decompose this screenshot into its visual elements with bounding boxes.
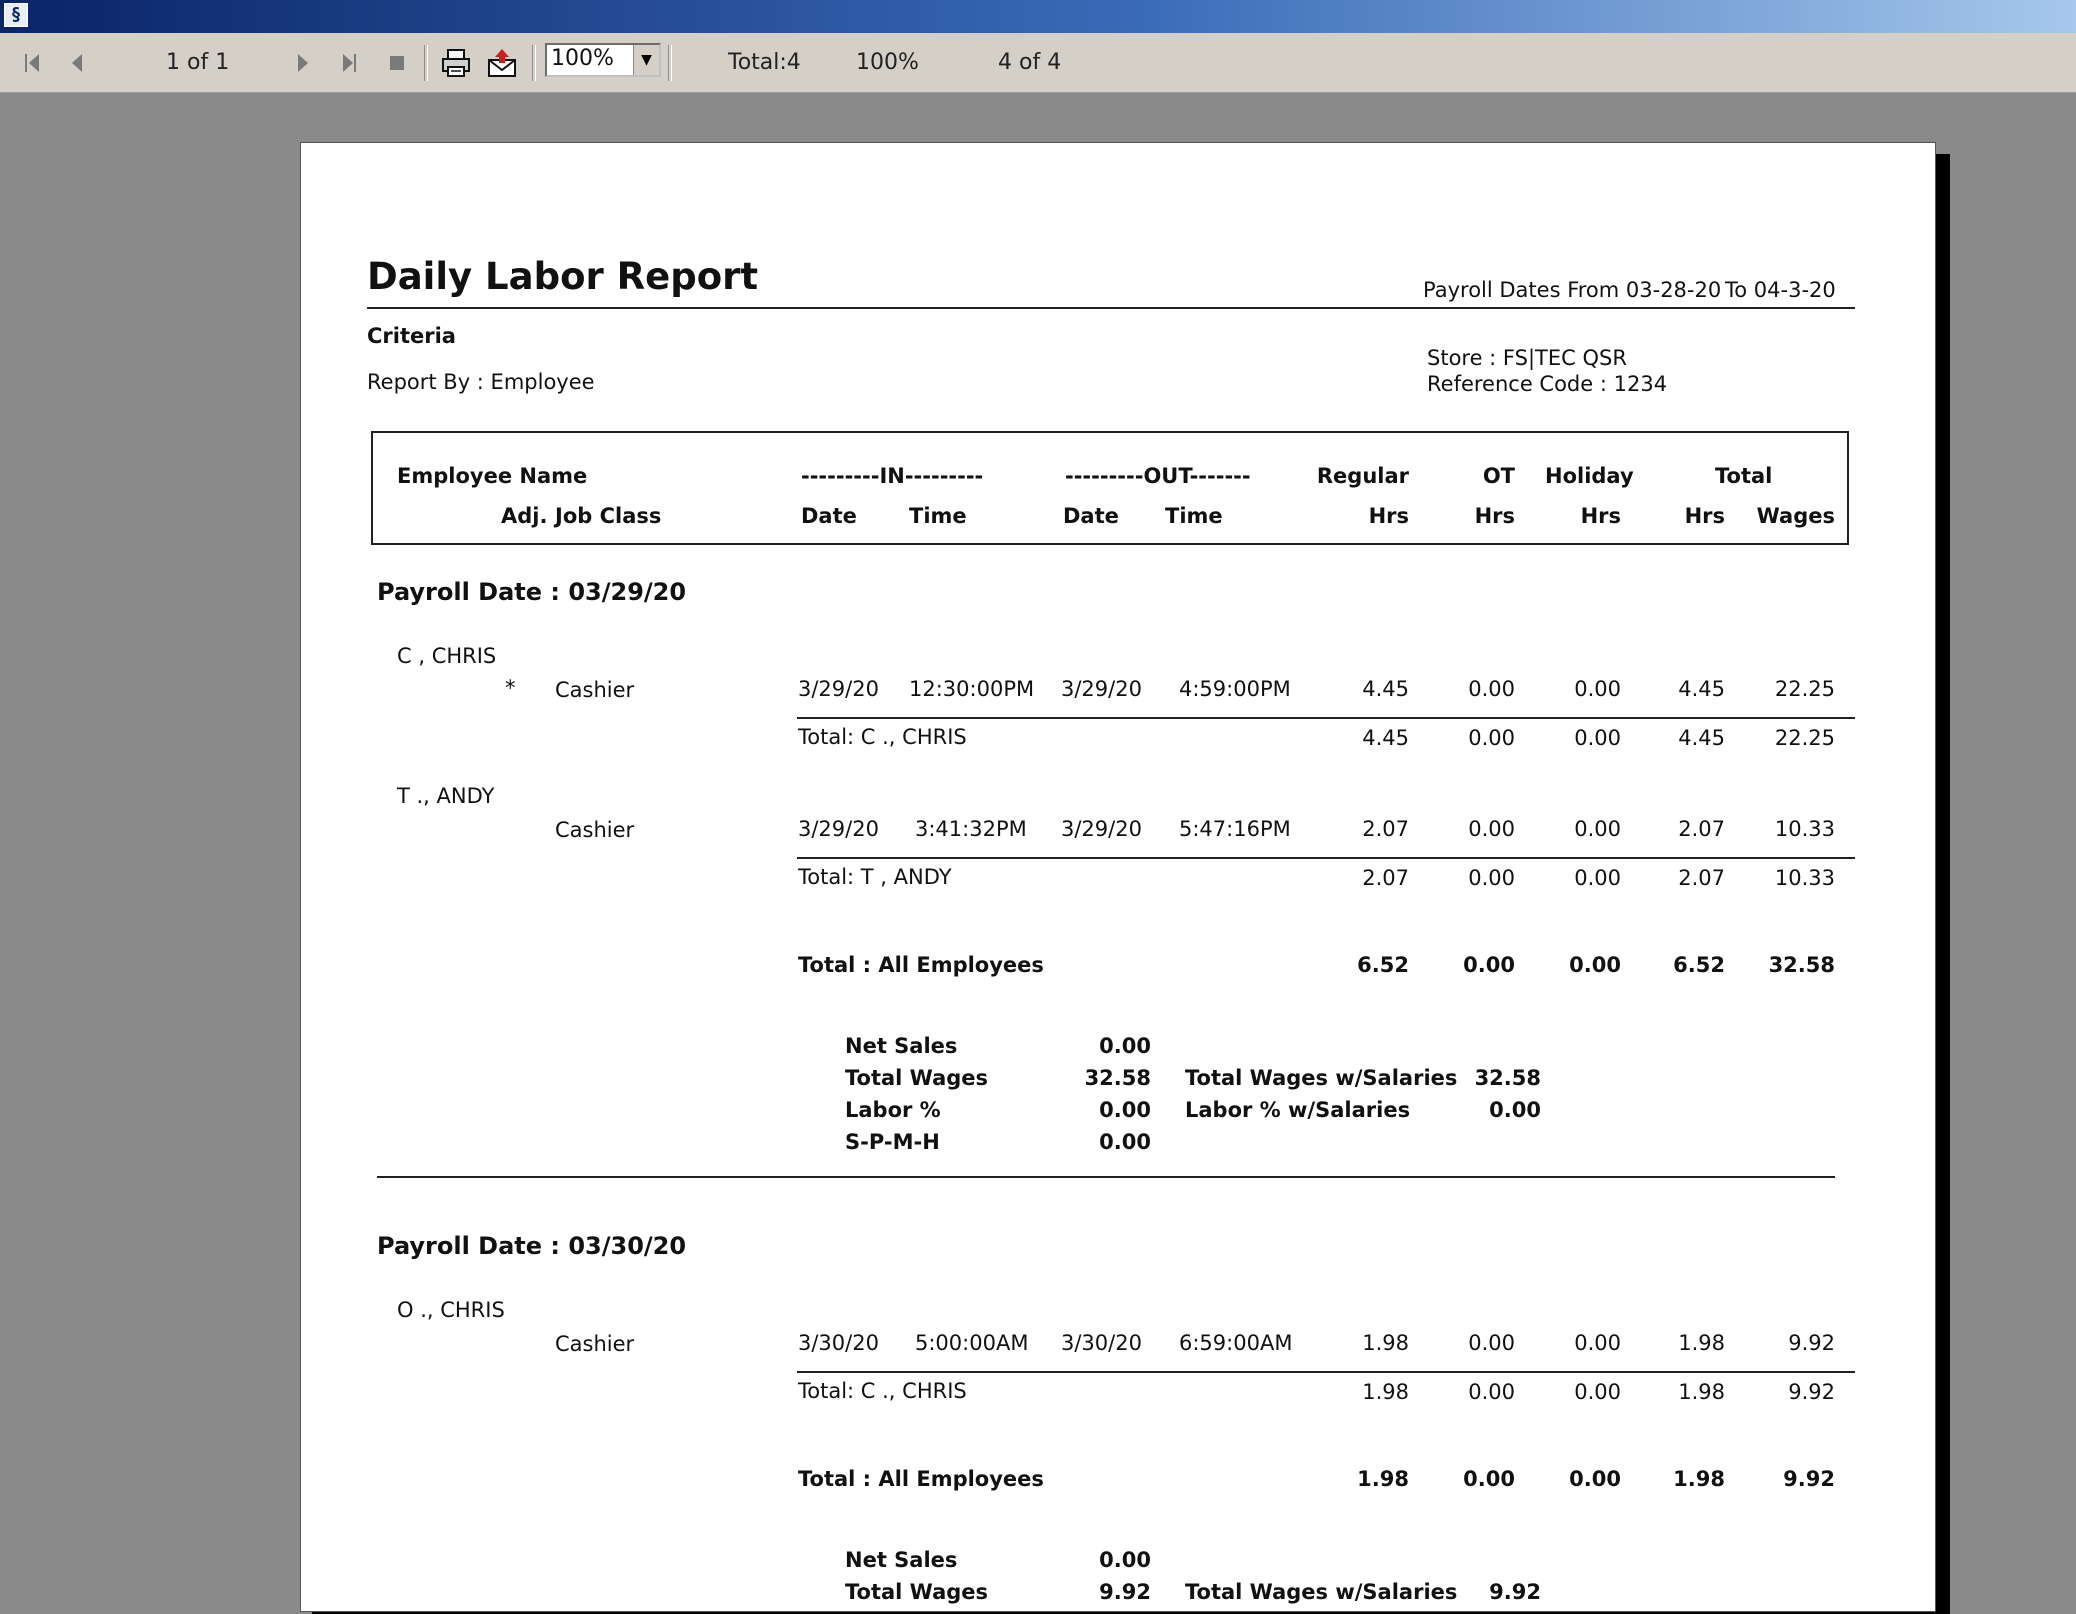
col-total-hrs: Hrs: [1684, 504, 1725, 528]
ot-hrs: 0.00: [1468, 1331, 1515, 1355]
col-in-time: Time: [909, 504, 967, 528]
total-wages-value: 9.92: [1099, 1580, 1151, 1604]
total-records: Total:4: [728, 50, 801, 75]
col-job-class: Job Class: [555, 504, 662, 528]
all-holiday: 0.00: [1569, 1467, 1621, 1491]
report-toolbar: [0, 33, 2076, 93]
regular-hrs: 1.98: [1362, 1331, 1409, 1355]
all-employees-total-label: Total : All Employees: [798, 1467, 1044, 1491]
spmh-value: 0.00: [1099, 1130, 1151, 1154]
record-counter: 4 of 4: [998, 50, 1062, 75]
holiday-hrs: 0.00: [1574, 1331, 1621, 1355]
employee-subtotal-rule: [797, 717, 1855, 719]
total-hrs: 4.45: [1678, 677, 1725, 701]
subtotal-wages: 9.92: [1788, 1380, 1835, 1404]
col-out-group: ---------OUT-------: [1065, 464, 1251, 488]
col-regular: Regular: [1316, 464, 1409, 488]
subtotal-ot: 0.00: [1468, 866, 1515, 890]
labor-salaries-value: 0.00: [1489, 1098, 1541, 1122]
subtotal-holiday: 0.00: [1574, 1380, 1621, 1404]
in-time: 12:30:00PM: [909, 677, 1035, 701]
all-ot: 0.00: [1463, 953, 1515, 977]
wages-salaries-label: Total Wages w/Salaries: [1185, 1580, 1458, 1604]
toolbar-separator: [532, 45, 536, 81]
all-regular: 1.98: [1357, 1467, 1409, 1491]
total-hrs: 1.98: [1678, 1331, 1725, 1355]
subtotal-regular: 2.07: [1362, 866, 1409, 890]
job-class: Cashier: [555, 1332, 635, 1356]
toolbar-separator: [668, 45, 672, 81]
app-icon[interactable]: §: [4, 3, 28, 27]
zoom-select[interactable]: [545, 43, 661, 77]
holiday-hrs: 0.00: [1574, 817, 1621, 841]
report-page: [300, 142, 1936, 1612]
payroll-date-heading: Payroll Date : 03/29/20: [377, 578, 687, 606]
all-hrs: 1.98: [1673, 1467, 1725, 1491]
subtotal-holiday: 0.00: [1574, 726, 1621, 750]
payroll-dates-to: To 04-3-20: [1725, 278, 1836, 302]
subtotal-ot: 0.00: [1468, 1380, 1515, 1404]
window-title-bar: [0, 0, 2076, 33]
col-in-group: ---------IN---------: [801, 464, 984, 488]
col-employee-name: Employee Name: [397, 464, 588, 488]
print-icon[interactable]: [438, 33, 474, 93]
adj-marker: *: [505, 676, 516, 700]
out-time: 4:59:00PM: [1179, 677, 1291, 701]
store: Store : FS|TEC QSR: [1427, 346, 1627, 370]
chevron-down-icon[interactable]: ▼: [633, 45, 659, 75]
labor-salaries-label: Labor % w/Salaries: [1185, 1098, 1411, 1122]
total-wages-value: 32.58: [1084, 1066, 1151, 1090]
in-date: 3/29/20: [798, 817, 879, 841]
employee-name: C , CHRIS: [397, 644, 497, 668]
net-sales-value: 0.00: [1099, 1548, 1151, 1572]
all-wages: 9.92: [1783, 1467, 1835, 1491]
col-out-date: Date: [1063, 504, 1119, 528]
payroll-dates-from: Payroll Dates From 03-28-20: [1423, 278, 1722, 302]
all-wages: 32.58: [1768, 953, 1835, 977]
job-class: Cashier: [555, 678, 635, 702]
report-title: Daily Labor Report: [367, 255, 759, 298]
employee-total-label: Total: T , ANDY: [798, 865, 952, 889]
subtotal-wages: 10.33: [1774, 866, 1835, 890]
stop-icon[interactable]: [382, 33, 412, 93]
subtotal-hrs: 1.98: [1678, 1380, 1725, 1404]
col-ot-hrs: Hrs: [1474, 504, 1515, 528]
employee-name: O ., CHRIS: [397, 1298, 505, 1322]
page-counter: 1 of 1: [166, 50, 230, 75]
wages-salaries-value: 9.92: [1489, 1580, 1541, 1604]
job-class: Cashier: [555, 818, 635, 842]
regular-hrs: 4.45: [1362, 677, 1409, 701]
toolbar-separator: [424, 45, 428, 81]
in-date: 3/30/20: [798, 1331, 879, 1355]
total-wages: 22.25: [1774, 677, 1835, 701]
next-page-icon[interactable]: [288, 33, 318, 93]
total-wages-label: Total Wages: [845, 1066, 989, 1090]
subtotal-ot: 0.00: [1468, 726, 1515, 750]
subtotal-hrs: 2.07: [1678, 866, 1725, 890]
total-wages: 9.92: [1788, 1331, 1835, 1355]
col-adj: Adj.: [501, 504, 548, 528]
payroll-date-heading: Payroll Date : 03/30/20: [377, 1232, 687, 1260]
employee-total-label: Total: C ., CHRIS: [798, 1379, 967, 1403]
col-total: Total: [1715, 464, 1773, 488]
net-sales-label: Net Sales: [845, 1548, 958, 1572]
subtotal-holiday: 0.00: [1574, 866, 1621, 890]
out-date: 3/30/20: [1061, 1331, 1142, 1355]
out-time: 6:59:00AM: [1179, 1331, 1293, 1355]
export-icon[interactable]: [484, 33, 520, 93]
subtotal-hrs: 4.45: [1678, 726, 1725, 750]
employee-name: T ., ANDY: [397, 784, 495, 808]
total-wages: 10.33: [1774, 817, 1835, 841]
holiday-hrs: 0.00: [1574, 677, 1621, 701]
col-holiday-hrs: Hrs: [1580, 504, 1621, 528]
col-out-time: Time: [1165, 504, 1223, 528]
total-hrs: 2.07: [1678, 817, 1725, 841]
last-page-icon[interactable]: [334, 33, 364, 93]
col-holiday: Holiday: [1545, 464, 1634, 488]
zoom-value: 100%: [551, 46, 614, 71]
reference-code: Reference Code : 1234: [1427, 372, 1668, 396]
in-time: 5:00:00AM: [915, 1331, 1029, 1355]
col-in-date: Date: [801, 504, 857, 528]
employee-subtotal-rule: [797, 857, 1855, 859]
labor-pct-label: Labor %: [845, 1098, 941, 1122]
in-time: 3:41:32PM: [915, 817, 1027, 841]
labor-pct-value: 0.00: [1099, 1098, 1151, 1122]
subtotal-regular: 4.45: [1362, 726, 1409, 750]
ot-hrs: 0.00: [1468, 677, 1515, 701]
out-date: 3/29/20: [1061, 817, 1142, 841]
total-wages-label: Total Wages: [845, 1580, 989, 1604]
employee-subtotal-rule: [797, 1371, 1855, 1373]
subtotal-regular: 1.98: [1362, 1380, 1409, 1404]
spmh-label: S-P-M-H: [845, 1130, 940, 1154]
all-ot: 0.00: [1463, 1467, 1515, 1491]
col-regular-hrs: Hrs: [1368, 504, 1409, 528]
col-total-wages: Wages: [1756, 504, 1835, 528]
regular-hrs: 2.07: [1362, 817, 1409, 841]
wages-salaries-label: Total Wages w/Salaries: [1185, 1066, 1458, 1090]
all-hrs: 6.52: [1673, 953, 1725, 977]
net-sales-value: 0.00: [1099, 1034, 1151, 1058]
wages-salaries-value: 32.58: [1474, 1066, 1541, 1090]
all-holiday: 0.00: [1569, 953, 1621, 977]
report-by: Report By : Employee: [367, 370, 595, 394]
out-time: 5:47:16PM: [1179, 817, 1291, 841]
previous-page-icon[interactable]: [62, 33, 92, 93]
first-page-icon[interactable]: [18, 33, 48, 93]
net-sales-label: Net Sales: [845, 1034, 958, 1058]
all-employees-total-label: Total : All Employees: [798, 953, 1044, 977]
col-ot: OT: [1482, 464, 1515, 488]
criteria-label: Criteria: [367, 324, 456, 348]
title-rule: [367, 307, 1855, 309]
section-divider: [377, 1176, 1835, 1178]
percent-complete: 100%: [856, 50, 919, 75]
subtotal-wages: 22.25: [1774, 726, 1835, 750]
in-date: 3/29/20: [798, 677, 879, 701]
all-regular: 6.52: [1357, 953, 1409, 977]
ot-hrs: 0.00: [1468, 817, 1515, 841]
out-date: 3/29/20: [1061, 677, 1142, 701]
employee-total-label: Total: C ., CHRIS: [798, 725, 967, 749]
